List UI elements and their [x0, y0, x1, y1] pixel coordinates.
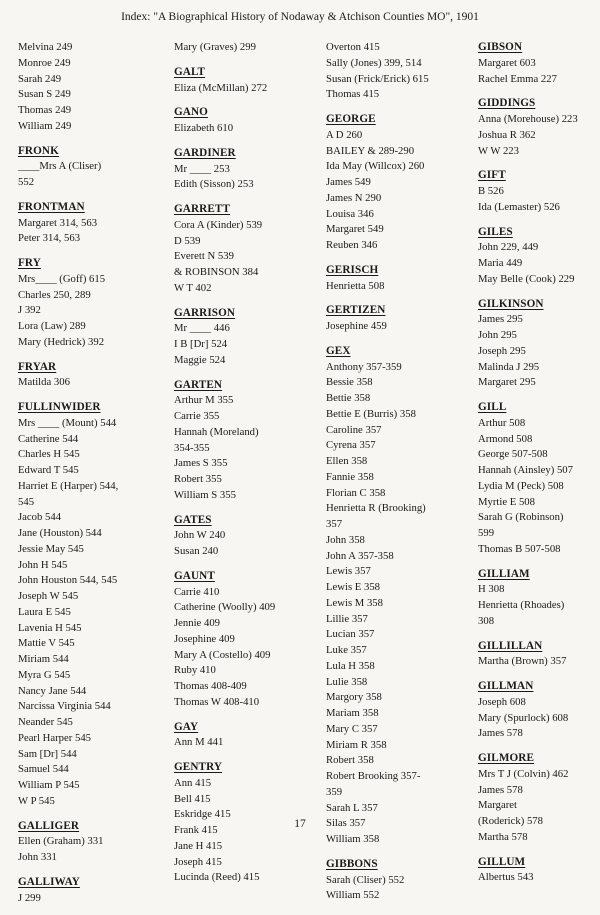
index-entry: Eskridge 415 [174, 808, 231, 821]
index-entry: W T 402 [174, 281, 212, 294]
index-entry: Ruby 410 [174, 664, 216, 677]
index-entry: 357 [326, 518, 343, 530]
index-entry: Jessie May 545 [18, 542, 84, 555]
surname-section [18, 875, 166, 907]
surname-section [174, 513, 324, 560]
index-entry: Frank 415 [174, 824, 218, 836]
index-entry: John H 545 [18, 558, 68, 571]
index-entry: Charles H 545 [18, 448, 80, 461]
index-entry: May Belle (Cook) 229 [478, 272, 575, 285]
index-entry: Caroline 357 [326, 423, 382, 436]
surname-heading: GALLIWAY [18, 875, 80, 888]
index-entry: Joshua R 362 [478, 128, 536, 141]
surname-heading: GIBSON [478, 41, 523, 53]
index-entry: Ellen 358 [326, 455, 368, 467]
index-entry: Samuel 544 [18, 763, 69, 776]
index-entry: William 358 [326, 833, 380, 845]
index-entry: Catherine 544 [18, 432, 79, 445]
index-entry: Florian C 358 [326, 486, 386, 499]
page-number: 17 [294, 818, 306, 830]
surname-section [478, 751, 598, 846]
index-entry: Joseph 295 [478, 344, 526, 357]
index-entry: Thomas 249 [18, 104, 72, 116]
index-entry: Robert 358 [326, 754, 374, 767]
index-entry: Sarah (Cliser) 552 [326, 873, 405, 886]
surname-heading: GAY [174, 720, 199, 733]
index-entry: John 229, 449 [478, 241, 539, 254]
index-entry: Maggie 524 [174, 353, 226, 366]
index-entry: Pearl Harper 545 [18, 731, 92, 744]
index-entry: Silas 357 [326, 817, 366, 830]
surname-section [174, 720, 324, 752]
surname-heading: GANO [174, 106, 208, 119]
index-entry: Ida May (Willcox) 260 [326, 160, 425, 173]
index-entry: William S 355 [174, 488, 236, 501]
index-entry: Anthony 357-359 [326, 360, 402, 373]
index-entry: Robert 355 [174, 473, 222, 485]
index-entry: James 578 [478, 783, 523, 796]
surname-heading: GEORGE [326, 113, 376, 125]
index-entry: J 392 [18, 304, 41, 317]
index-entry: James 549 [326, 176, 371, 188]
surname-section [18, 200, 166, 247]
index-entry: 545 [18, 495, 35, 508]
index-entry: William 249 [18, 119, 72, 132]
surname-heading: FRONK [18, 144, 59, 157]
index-entry: Mary (Spurlock) 608 [478, 711, 569, 724]
surname-section [174, 105, 324, 137]
surname-section [478, 855, 598, 887]
index-entry: Robert Brooking 357- [326, 770, 421, 782]
surname-heading: GIFT [478, 169, 506, 182]
index-entry: Susan 240 [174, 545, 219, 557]
index-entry: Narcissa Virginia 544 [18, 700, 111, 713]
surname-section [18, 256, 166, 351]
index-entry: J 299 [18, 891, 41, 904]
index-entry: W P 545 [18, 794, 55, 807]
index-entry: Jane H 415 [174, 839, 223, 852]
index-entry: Mary (Graves) 299 [174, 41, 256, 53]
index-entry: Lora (Law) 289 [18, 320, 86, 332]
index-entry: Rachel Emma 227 [478, 72, 557, 85]
surname-heading: GIDDINGS [478, 97, 536, 110]
index-entry: Miriam R 358 [326, 738, 387, 751]
index-entry: Matilda 306 [18, 376, 70, 389]
index-entry: Lavenia H 545 [18, 621, 82, 634]
index-entry: George 507-508 [478, 448, 548, 461]
index-entry: Mary C 357 [326, 722, 378, 735]
index-entry: Carrie 355 [174, 410, 220, 422]
index-entry: Margaret 314, 563 [18, 216, 98, 229]
index-entry: Henrietta 508 [326, 279, 385, 292]
index-entry: Myrtie E 508 [478, 495, 535, 508]
index-entry: Bell 415 [174, 792, 211, 805]
surname-heading: GEX [326, 344, 351, 357]
surname-heading: GILMORE [478, 752, 535, 764]
index-entry: Bettie E (Burris) 358 [326, 407, 416, 420]
index-entry: Sarah L 357 [326, 801, 378, 814]
index-entry: James 578 [478, 727, 523, 740]
surname-heading: GIBBONS [326, 857, 378, 870]
continued-entries [174, 40, 324, 56]
index-entry: Ann 415 [174, 776, 212, 789]
surname-heading: FRY [18, 257, 41, 269]
surname-heading: GARTEN [174, 378, 223, 391]
surname-section [18, 144, 166, 191]
index-entry: Bettie 358 [326, 392, 371, 404]
index-entry: Lewis 357 [326, 565, 371, 578]
surname-section [174, 65, 324, 97]
index-entry: Nancy Jane 544 [18, 684, 87, 697]
index-entry: Thomas 415 [326, 88, 380, 101]
index-entry: Monroe 249 [18, 56, 71, 69]
surname-section [174, 569, 324, 711]
surname-section [478, 168, 598, 215]
index-entry: Mary A (Costello) 409 [174, 648, 271, 661]
index-entry: Lydia M (Peck) 508 [478, 479, 564, 492]
surname-section [478, 679, 598, 742]
surname-heading: GATES [174, 513, 212, 526]
index-entry: Luke 357 [326, 644, 367, 656]
index-entry: Lewis M 358 [326, 596, 383, 609]
index-entry: Margaret 295 [478, 376, 536, 389]
index-entry: James N 290 [326, 191, 382, 204]
index-entry: Sam [Dr] 544 [18, 747, 77, 760]
index-entry: Hannah (Ainsley) 507 [478, 464, 573, 476]
index-entry: Peter 314, 563 [18, 232, 81, 245]
index-entry: Martha 578 [478, 830, 528, 843]
index-entry: Mariam 358 [326, 707, 379, 719]
index-entry: Lucian 357 [326, 628, 375, 641]
index-entry: Mr ____ 446 [174, 322, 230, 335]
index-entry: 308 [478, 614, 495, 627]
surname-section [174, 202, 324, 297]
surname-section [478, 40, 598, 87]
index-entry: (Roderick) 578 [478, 815, 543, 827]
index-entry: Mr ____ 253 [174, 162, 230, 175]
surname-section [174, 378, 324, 504]
index-entry: Sarah 249 [18, 72, 62, 85]
index-entry: Sally (Jones) 399, 514 [326, 56, 422, 69]
index-entry: Henrietta (Rhoades) [478, 599, 565, 611]
index-entry: 552 [18, 176, 35, 188]
index-entry: Everett N 539 [174, 250, 234, 263]
surname-section [18, 400, 166, 810]
index-entry: Margaret 603 [478, 56, 536, 69]
index-entry: Margaret 549 [326, 223, 384, 236]
index-entry: Mrs T J (Colvin) 462 [478, 767, 569, 780]
surname-section [326, 857, 476, 904]
surname-heading: GILLMAN [478, 680, 534, 692]
index-entry: D 539 [174, 234, 201, 247]
index-entry: Lucinda (Reed) 415 [174, 871, 260, 884]
index-entry: John 331 [18, 851, 57, 863]
index-entry: Martha (Brown) 357 [478, 655, 567, 668]
surname-heading: GILLUM [478, 855, 526, 868]
index-entry: Lulie 358 [326, 675, 368, 688]
index-entry: A D 260 [326, 128, 363, 141]
continued-entries [18, 40, 166, 135]
index-entry: Lillie 357 [326, 612, 368, 625]
surname-section [174, 306, 324, 369]
index-entry: Louisa 346 [326, 207, 374, 220]
index-entry: Josephine 459 [326, 320, 387, 332]
surname-section [326, 303, 476, 335]
surname-section [478, 400, 598, 558]
index-entry: Jennie 409 [174, 617, 221, 629]
index-entry: Malinda J 295 [478, 360, 540, 373]
index-entry: Charles 250, 289 [18, 288, 91, 301]
index-entry: I B [Dr] 524 [174, 338, 228, 350]
index-column-1 [18, 40, 166, 915]
surname-section [478, 297, 598, 392]
surname-heading: FRYAR [18, 360, 57, 373]
index-entry: Jacob 544 [18, 511, 62, 524]
surname-heading: GALLIGER [18, 819, 80, 832]
surname-heading: GILLILLAN [478, 639, 543, 652]
index-entry: Fannie 358 [326, 470, 374, 483]
index-entry: Mary (Hedrick) 392 [18, 335, 105, 348]
index-entry: John W 240 [174, 529, 226, 542]
index-entry: Armond 508 [478, 432, 533, 445]
index-entry: Cora A (Kinder) 539 [174, 218, 263, 231]
index-entry: Mrs ____ (Mount) 544 [18, 416, 117, 429]
index-entry: Arthur 508 [478, 416, 526, 429]
index-entry: Henrietta R (Brooking) [326, 502, 426, 515]
index-entry: Margory 358 [326, 691, 382, 704]
index-entry: Bessie 358 [326, 376, 373, 389]
surname-heading: GENTRY [174, 761, 223, 773]
index-entry: Anna (Morehouse) 223 [478, 113, 578, 125]
index-entry: Edward T 545 [18, 464, 79, 476]
index-entry: James S 355 [174, 457, 228, 470]
surname-section [478, 567, 598, 630]
index-entry: Mrs____ (Goff) 615 [18, 272, 106, 285]
index-entry: Laura E 545 [18, 605, 71, 618]
index-entry: Joseph W 545 [18, 590, 79, 602]
index-entry: John Houston 544, 545 [18, 574, 118, 587]
surname-section [478, 96, 598, 159]
index-entry: & ROBINSON 384 [174, 266, 259, 278]
index-entry: Susan S 249 [18, 88, 71, 101]
surname-heading: GERISCH [326, 263, 379, 276]
index-entry: William 552 [326, 889, 380, 902]
index-entry: John 295 [478, 329, 517, 341]
index-entry: 354-355 [174, 441, 210, 454]
index-entry: Ellen (Graham) 331 [18, 835, 104, 848]
index-entry: Cyrena 357 [326, 439, 376, 452]
surname-heading: GARRISON [174, 306, 236, 319]
index-entry: Reuben 346 [326, 239, 378, 251]
index-entry: Carrie 410 [174, 585, 220, 598]
index-entry: Lula H 358 [326, 659, 375, 672]
surname-section [174, 146, 324, 193]
index-entry: Hannah (Moreland) [174, 425, 259, 438]
index-entry: Joseph 608 [478, 695, 526, 708]
index-entry: Harriet E (Harper) 544, [18, 479, 119, 492]
index-entry: Myra G 545 [18, 668, 71, 681]
index-entry: Elizabeth 610 [174, 122, 234, 134]
surname-heading: GARRETT [174, 203, 231, 215]
surname-heading: GERTIZEN [326, 304, 386, 317]
index-entry: John 358 [326, 533, 365, 546]
index-column-4 [478, 40, 598, 895]
surname-heading: GILES [478, 225, 513, 238]
surname-heading: GILLIAM [478, 567, 530, 580]
index-entry: Lewis E 358 [326, 581, 381, 593]
index-entry: Catherine (Woolly) 409 [174, 601, 276, 614]
index-column-2 [174, 40, 324, 895]
index-entry: Eliza (McMillan) 272 [174, 81, 268, 94]
surname-section [326, 344, 476, 848]
index-entry: Joseph 415 [174, 855, 222, 868]
index-entry: Josephine 409 [174, 632, 235, 645]
surname-heading: GALT [174, 65, 206, 78]
index-entry: Mattie V 545 [18, 637, 75, 650]
index-entry: Thomas W 408-410 [174, 695, 260, 708]
index-entry: ____Mrs A (Cliser) [18, 160, 102, 173]
surname-section [478, 225, 598, 288]
index-entry: Overton 415 [326, 41, 380, 53]
continued-entries [326, 40, 476, 103]
surname-section [478, 639, 598, 671]
index-entry: Susan (Frick/Erick) 615 [326, 72, 429, 85]
index-entry: Thomas B 507-508 [478, 542, 561, 555]
surname-heading: GAUNT [174, 569, 215, 582]
index-entry: Ann M 441 [174, 736, 224, 749]
index-entry: Thomas 408-409 [174, 680, 247, 692]
surname-heading: GARDINER [174, 146, 236, 159]
index-entry: 359 [326, 785, 343, 798]
index-entry: Maria 449 [478, 257, 523, 269]
surname-heading: GILL [478, 401, 507, 413]
index-entry: W W 223 [478, 144, 519, 157]
index-entry: Sarah G (Robinson) [478, 511, 564, 524]
index-entry: Ida (Lemaster) 526 [478, 200, 560, 213]
index-entry: Edith (Sisson) 253 [174, 178, 254, 191]
index-entry: James 295 [478, 313, 523, 326]
surname-section [326, 112, 476, 254]
surname-section [326, 263, 476, 295]
index-entry: Melvina 249 [18, 41, 73, 53]
index-column-3 [326, 40, 476, 913]
index-entry: H 308 [478, 583, 505, 596]
index-entry: BAILEY & 289-290 [326, 144, 415, 157]
index-entry: Arthur M 355 [174, 394, 234, 407]
index-entry: William P 545 [18, 779, 80, 791]
index-entry: Albertus 543 [478, 871, 534, 884]
index-entry: Jane (Houston) 544 [18, 527, 102, 539]
page-header: Index: "A Biographical History of Nodaway & Atchison Counties MO", 1901 [121, 11, 479, 23]
index-entry: Margaret [478, 799, 517, 812]
index-entry: 599 [478, 527, 495, 539]
index-entry: Neander 545 [18, 716, 73, 728]
surname-section [18, 360, 166, 392]
index-entry: John A 357-358 [326, 549, 394, 562]
surname-heading: FRONTMAN [18, 200, 85, 213]
index-entry: Miriam 544 [18, 653, 69, 665]
surname-heading: GILKINSON [478, 297, 544, 310]
surname-heading: FULLINWIDER [18, 401, 101, 413]
index-entry: B 526 [478, 185, 504, 197]
